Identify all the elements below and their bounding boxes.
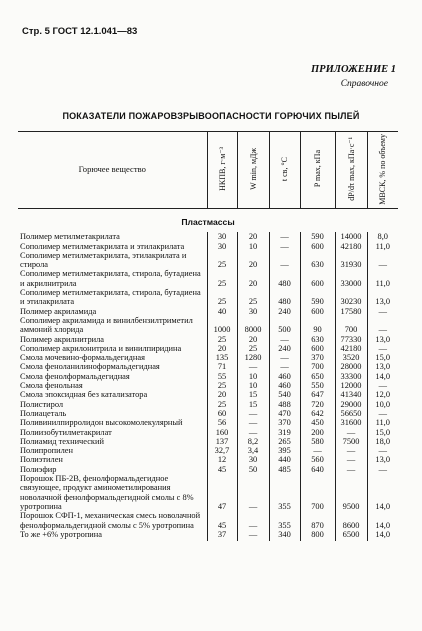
table-row <box>18 390 398 399</box>
value-cell: 650 <box>300 372 335 381</box>
value-cell: 15,0 <box>367 428 398 437</box>
value-cell: 41340 <box>335 390 367 399</box>
value-cell: 800 <box>300 530 335 541</box>
table-row <box>18 465 398 474</box>
value-cell: 10,0 <box>367 400 398 409</box>
table-row <box>18 288 398 307</box>
value-cell: 355 <box>269 474 300 511</box>
value-cell: — <box>237 511 269 530</box>
value-cell: 20 <box>207 344 237 353</box>
table-row <box>18 428 398 437</box>
table-row <box>18 316 398 335</box>
value-cell: 8600 <box>335 511 367 530</box>
value-cell: 14,0 <box>367 372 398 381</box>
value-cell: 28000 <box>335 362 367 371</box>
table-title: ПОКАЗАТЕЛИ ПОЖАРОВЗРЫВООПАСНОСТИ ГОРЮЧИХ ПЫЛЕЙ <box>62 111 360 121</box>
value-cell: 25 <box>207 288 237 307</box>
table-row <box>18 437 398 446</box>
value-cell: — <box>367 307 398 316</box>
value-cell: 15,0 <box>367 353 398 362</box>
value-cell: 14000 <box>335 232 367 241</box>
substance-cell: Смола феноланилиноформальдегидная <box>20 362 160 372</box>
substance-cell: Полимер акрилнитрила <box>20 334 105 344</box>
value-cell: 600 <box>300 269 335 288</box>
substance-cell: Порошок ПБ-2В, фенолформальдегидное связующее, продукт аминометилирования новолачной фенолформальдегидной смолы с 8% уротропина <box>20 474 194 511</box>
substance-cell: Порошок СФП-1, механическая смесь новолачной фенолформальдегидной смолы с 5% уротропина <box>20 511 201 530</box>
table-row <box>18 530 398 541</box>
value-cell: 560 <box>300 455 335 464</box>
appendix-subtitle: Справочное <box>340 79 388 89</box>
value-cell: 480 <box>269 288 300 307</box>
value-cell: 340 <box>269 530 300 541</box>
substance-cell: Полиизобутилметакрилат <box>20 427 112 437</box>
value-cell: 31600 <box>335 418 367 427</box>
substance-cell: Смола фенольная <box>20 381 83 391</box>
value-cell: 600 <box>300 242 335 251</box>
value-cell: 580 <box>300 437 335 446</box>
value-cell: 440 <box>269 455 300 464</box>
value-cell: 500 <box>269 316 300 335</box>
value-cell: 30 <box>207 232 237 241</box>
value-cell: 45 <box>207 465 237 474</box>
value-cell: — <box>367 316 398 335</box>
value-cell: 870 <box>300 511 335 530</box>
table-row <box>18 446 398 455</box>
value-cell: 600 <box>300 307 335 316</box>
substance-cell: Сополимер акрилонитрила и винилпиридина <box>20 343 182 353</box>
value-cell: 42180 <box>335 344 367 353</box>
table-row <box>18 455 398 464</box>
substance-cell: Смола фенолформальдегидная <box>20 371 130 381</box>
value-cell: — <box>335 428 367 437</box>
substance-cell: Сополимер метилметакрилата и этилакрилата <box>20 241 185 251</box>
substance-cell: Полистирол <box>20 399 64 409</box>
value-cell: 3520 <box>335 353 367 362</box>
substance-cell: Полиэтилен <box>20 455 63 465</box>
value-cell: — <box>367 251 398 270</box>
table-row <box>18 251 398 270</box>
value-cell: 90 <box>300 316 335 335</box>
value-cell: — <box>269 362 300 371</box>
table-row <box>18 344 398 353</box>
value-cell: 20 <box>237 269 269 288</box>
value-cell: 20 <box>207 390 237 399</box>
value-cell: 10 <box>237 242 269 251</box>
value-cell: 1280 <box>237 353 269 362</box>
value-cell: 25 <box>207 335 237 344</box>
value-cell: — <box>300 446 335 455</box>
value-cell: 8,0 <box>367 232 398 241</box>
value-cell: 480 <box>269 269 300 288</box>
value-cell: — <box>269 232 300 241</box>
substance-cell: То же +6% уротропина <box>20 529 102 539</box>
value-cell: 30 <box>207 242 237 251</box>
value-cell: 15 <box>237 400 269 409</box>
value-cell: 370 <box>269 418 300 427</box>
value-cell: 14,0 <box>367 474 398 511</box>
table-row <box>18 335 398 344</box>
table-row <box>18 362 398 371</box>
appendix-label: ПРИЛОЖЕНИЕ 1 <box>311 64 396 75</box>
value-cell: 77330 <box>335 335 367 344</box>
table-row <box>18 511 398 530</box>
value-cell: 720 <box>300 400 335 409</box>
table-row <box>18 409 398 418</box>
value-cell: 700 <box>300 362 335 371</box>
value-cell: 630 <box>300 251 335 270</box>
value-cell: — <box>335 455 367 464</box>
value-cell: 642 <box>300 409 335 418</box>
value-cell: — <box>335 446 367 455</box>
value-cell: 240 <box>269 307 300 316</box>
value-cell: 700 <box>335 316 367 335</box>
value-cell: 160 <box>207 428 237 437</box>
substance-cell: Полиацеталь <box>20 408 67 418</box>
value-cell: 640 <box>300 465 335 474</box>
value-cell: 13,0 <box>367 362 398 371</box>
value-cell: 590 <box>300 288 335 307</box>
substance-cell: Смола мочевино-формальдегидная <box>20 353 145 363</box>
value-cell: 42180 <box>335 242 367 251</box>
column-header-oxygen-limit: МВСК, % по объему <box>367 132 398 209</box>
value-cell: 8,2 <box>237 437 269 446</box>
table-row <box>18 474 398 511</box>
substance-cell: Сополимер метилметакрилата, стирола, бутадиена и этилакрилата <box>20 288 201 307</box>
substance-cell: Сополимер метилметакрилата, стирола, бутадиена и акрилнитрила <box>20 269 201 288</box>
value-cell: 37 <box>207 530 237 541</box>
substance-cell: Сополимер метилметакрилата, этилакрилата и стирола <box>20 250 187 270</box>
value-cell: — <box>367 465 398 474</box>
value-cell: 240 <box>269 344 300 353</box>
value-cell: 12000 <box>335 381 367 390</box>
value-cell: 20 <box>237 335 269 344</box>
value-cell: — <box>237 428 269 437</box>
value-cell: 17580 <box>335 307 367 316</box>
value-cell: — <box>367 446 398 455</box>
value-cell: — <box>367 409 398 418</box>
column-header-pressure-rate: dP/dτ max, кПа·с⁻¹ <box>335 132 367 209</box>
value-cell: 33300 <box>335 372 367 381</box>
value-cell: 20 <box>237 251 269 270</box>
table-row <box>18 232 398 241</box>
value-cell: 200 <box>300 428 335 437</box>
substance-cell: Полипропилен <box>20 446 73 456</box>
value-cell: 56 <box>207 418 237 427</box>
value-cell: 3,4 <box>237 446 269 455</box>
value-cell: 25 <box>207 400 237 409</box>
value-cell: — <box>269 335 300 344</box>
value-cell: 355 <box>269 511 300 530</box>
value-cell: 485 <box>269 465 300 474</box>
value-cell: — <box>335 465 367 474</box>
value-cell: 12 <box>207 455 237 464</box>
table-row <box>18 269 398 288</box>
substance-cell: Смола эпоксидная без катализатора <box>20 390 148 400</box>
value-cell: 460 <box>269 372 300 381</box>
value-cell: — <box>367 344 398 353</box>
section-heading: Пластмассы <box>181 217 235 227</box>
column-header-ignition-temp: t св, °С <box>269 132 300 209</box>
value-cell: 470 <box>269 409 300 418</box>
value-cell: 10 <box>237 381 269 390</box>
value-cell: 540 <box>269 390 300 399</box>
value-cell: 700 <box>300 474 335 511</box>
value-cell: 31930 <box>335 251 367 270</box>
value-cell: 25 <box>237 344 269 353</box>
value-cell: 137 <box>207 437 237 446</box>
value-cell: 647 <box>300 390 335 399</box>
column-header-min-energy: W min, мДж <box>237 132 269 209</box>
value-cell: 13,0 <box>367 455 398 464</box>
table-row <box>18 400 398 409</box>
value-cell: — <box>269 353 300 362</box>
value-cell: 8000 <box>237 316 269 335</box>
column-header-substance: Горючее вещество <box>18 132 207 209</box>
value-cell: 50 <box>237 465 269 474</box>
value-cell: — <box>367 381 398 390</box>
substance-cell: Полимер акриламида <box>20 306 97 316</box>
value-cell: 25 <box>207 381 237 390</box>
substance-cell: Поливинилпирролидон высокомолекулярный <box>20 418 183 428</box>
value-cell: 7500 <box>335 437 367 446</box>
value-cell: 488 <box>269 400 300 409</box>
substance-cell: Полимер метилметакрилата <box>20 232 120 242</box>
value-cell: — <box>237 418 269 427</box>
value-cell: 56650 <box>335 409 367 418</box>
column-header-lower-limit: НКПВ, г·м⁻³ <box>207 132 237 209</box>
value-cell: 14,0 <box>367 511 398 530</box>
value-cell: 60 <box>207 409 237 418</box>
value-cell: 135 <box>207 353 237 362</box>
value-cell: — <box>237 530 269 541</box>
value-cell: 460 <box>269 381 300 390</box>
value-cell: 600 <box>300 344 335 353</box>
value-cell: 13,0 <box>367 335 398 344</box>
value-cell: 550 <box>300 381 335 390</box>
value-cell: 30 <box>237 455 269 464</box>
column-header-max-pressure: P max, кПа <box>300 132 335 209</box>
value-cell: 25 <box>237 288 269 307</box>
value-cell: 20 <box>237 232 269 241</box>
value-cell: 55 <box>207 372 237 381</box>
table-row <box>18 372 398 381</box>
value-cell: 11,0 <box>367 269 398 288</box>
value-cell: 14,0 <box>367 530 398 541</box>
value-cell: 12,0 <box>367 390 398 399</box>
value-cell: 40 <box>207 307 237 316</box>
value-cell: — <box>237 474 269 511</box>
value-cell: 71 <box>207 362 237 371</box>
value-cell: — <box>269 251 300 270</box>
value-cell: 25 <box>207 269 237 288</box>
value-cell: — <box>269 242 300 251</box>
value-cell: 30230 <box>335 288 367 307</box>
table-header-row <box>18 132 398 209</box>
value-cell: — <box>237 362 269 371</box>
value-cell: 11,0 <box>367 242 398 251</box>
value-cell: — <box>237 409 269 418</box>
value-cell: 265 <box>269 437 300 446</box>
value-cell: 370 <box>300 353 335 362</box>
value-cell: 33000 <box>335 269 367 288</box>
value-cell: 1000 <box>207 316 237 335</box>
value-cell: 25 <box>207 251 237 270</box>
value-cell: 29000 <box>335 400 367 409</box>
value-cell: 18,0 <box>367 437 398 446</box>
value-cell: 590 <box>300 232 335 241</box>
substance-cell: Полиэфир <box>20 464 57 474</box>
page-header: Стр. 5 ГОСТ 12.1.041—83 <box>22 26 138 37</box>
substance-cell: Полиамид технический <box>20 436 104 446</box>
value-cell: 395 <box>269 446 300 455</box>
value-cell: 47 <box>207 474 237 511</box>
substance-cell: Сополимер акриламида и винилбензилтриметил аммоний хлорида <box>20 315 193 335</box>
table-row <box>18 418 398 427</box>
table-row <box>18 307 398 316</box>
value-cell: 11,0 <box>367 418 398 427</box>
value-cell: 9500 <box>335 474 367 511</box>
table-row <box>18 381 398 390</box>
value-cell: 30 <box>237 307 269 316</box>
hazard-table <box>18 131 398 541</box>
table-row <box>18 353 398 362</box>
value-cell: 630 <box>300 335 335 344</box>
value-cell: 45 <box>207 511 237 530</box>
value-cell: 319 <box>269 428 300 437</box>
value-cell: 10 <box>237 372 269 381</box>
value-cell: 450 <box>300 418 335 427</box>
value-cell: 32,7 <box>207 446 237 455</box>
value-cell: 15 <box>237 390 269 399</box>
value-cell: 6500 <box>335 530 367 541</box>
value-cell: 13,0 <box>367 288 398 307</box>
table-row <box>18 242 398 251</box>
